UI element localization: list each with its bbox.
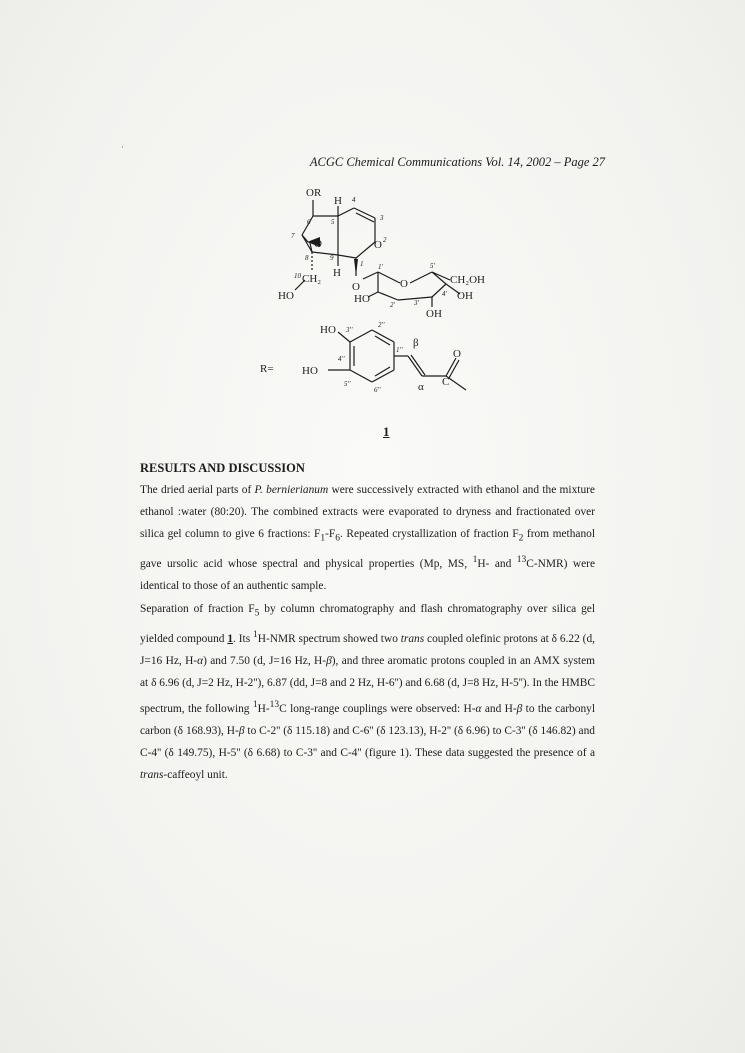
section-heading: RESULTS AND DISCUSSION [140, 461, 305, 475]
compound-number: 1 [383, 424, 390, 439]
locant-1: 1 [360, 260, 364, 268]
label-sugar-OH-3: OH [426, 308, 442, 320]
locant-5p: 5' [430, 262, 435, 270]
paragraph-2: Separation of fraction $F_5$ by column chromatography and flash chromatography over silica gel yielded compound 1. Its $^1$H-NMR spectrum showed two trans coupled olefinic protons at δ 6.22 (d, J=16 Hz, H-α) and 7.50 (d, J=16 Hz, H-β), and three aromatic protons coupled in an AMX system at δ 6.96 (d, J=2 Hz, H-2''), 6.87 (dd, J=8 and 2 Hz, H-6'') and 6.68 (d, J=8 Hz, H-5''). In the HMBC spectrum, the following $^1$H-$^{13}$C long-range couplings were observed: H-α and H-β to the carbonyl carbon (δ 168.93), H-β to C-2'' (δ 115.18) and C-6'' (δ 123.13), H-2'' (δ 6.96) to C-3'' (δ 146.82) and C-4'' (δ 149.75), H-5'' (δ 6.68) to C-3'' and C-4'' (figure 1). These data suggested the presence of a trans-caffeoyl unit. [140, 603, 596, 781]
label-ring-O: O [374, 239, 382, 251]
locant-5pp: 5'' [344, 380, 351, 388]
locant-2p: 2' [390, 301, 395, 309]
label-carbonyl-O: O [453, 348, 461, 360]
locant-3: 3 [380, 214, 384, 222]
locant-7: 7 [291, 232, 295, 240]
locant-6pp: 6'' [374, 386, 381, 394]
locant-4: 4 [352, 196, 356, 204]
label-CH2OH: CH₂OH [450, 274, 486, 286]
label-HO-10: HO [278, 290, 294, 302]
paragraph-1: The dried aerial parts of P. bernierianum were successively extracted with ethanol and the mixture ethanol :water (80:20). The combined extracts were evaporated to dryness and fractionated over silica gel column to give 6 fractions: $F_1-F_6$. Repeated crystallization of fraction $F_2$ from methanol gave ursolic acid whose spectral and physical properties (Mp, MS, $^1$H- and $^{13}$C-NMR) were identical to those of an authentic sample. [140, 484, 595, 593]
locant-3p: 3' [414, 299, 419, 307]
running-header: ACGC Chemical Communications Vol. 14, 2002 – Page 27 [309, 155, 605, 169]
chemical-structure-figure [250, 180, 510, 420]
locant-6: 6 [307, 218, 311, 226]
label-sugar-O: O [400, 278, 408, 290]
label-HO-3pp: HO [320, 324, 336, 336]
locant-3pp: 3'' [346, 326, 353, 334]
label-HO-4pp: HO [302, 365, 318, 377]
label-alpha: α [418, 381, 424, 393]
locant-9: 9 [330, 254, 334, 262]
scan-speck: · [121, 142, 124, 152]
label-R: R= [260, 363, 274, 375]
locant-2pp: 2'' [378, 321, 385, 329]
locant-5: 5 [331, 218, 335, 226]
label-sugar-HO: HO [354, 293, 370, 305]
locant-8: 8 [305, 254, 309, 262]
locant-10: 10 [294, 272, 301, 280]
locant-4p: 4' [442, 290, 447, 298]
label-CH2: CH₂ [302, 273, 322, 285]
locant-2: 2 [383, 236, 387, 244]
locant-4pp: 4'' [338, 355, 345, 363]
label-H-bottom: H [333, 267, 341, 279]
wedge-bond-c1 [354, 259, 358, 276]
label-H-top: H [334, 195, 342, 207]
locant-1pp: 1'' [396, 346, 403, 354]
structure-svg [250, 180, 510, 420]
label-carbonyl-C: C [442, 376, 450, 388]
label-beta: β [413, 337, 419, 349]
label-epoxide-O: O [314, 238, 322, 250]
label-glyco-O: O [352, 281, 360, 293]
label-sugar-OH-4: OH [457, 290, 473, 302]
label-OR: OR [306, 187, 322, 199]
locant-1p: 1' [378, 263, 383, 271]
